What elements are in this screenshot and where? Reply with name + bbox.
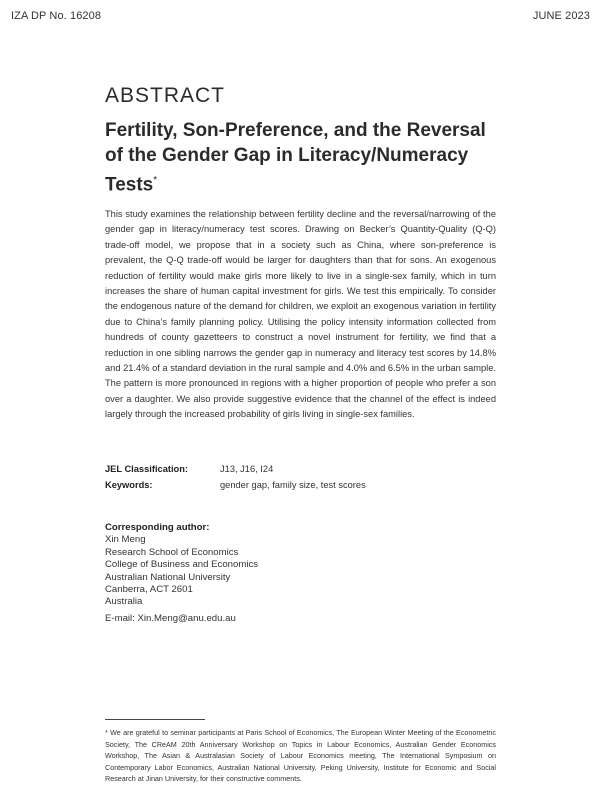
author-college: College of Business and Economics: [105, 559, 259, 571]
author-email[interactable]: E-mail: Xin.Meng@anu.edu.au: [105, 612, 236, 624]
jel-label: JEL Classification:: [105, 464, 189, 474]
title-footnote-mark: *: [153, 175, 158, 186]
abstract-body: This study examines the relationship between fertility decline and the reversal/narrowing of the gender gap in literacy/numeracy test scores. Drawing on Becker’s Quantity-Quality (Q-Q) trade-off model, we propose that in a society such as China, where son-preference is prevalent, the Q-Q trade-off would be larger for daughters than that for sons. An exogenous reduction of fertility would make girls more likely to live in a single-sex family, which in turn increases the share of human capital investment for girls. We test this empirically. To consider the endogenous nature of the demand for children, we exploit an exogenous variation in fertility due to China’s family planning policy. Utilising the policy intensity information collected from hundreds of county gazetteers to construct a novel instrument for fertility, we find that a reduction in one sibling narrows the gender gap in numeracy and literacy test scores by 14.8% and 21.4% of a standard deviation in the rural sample and 4.0% and 6.5% in the urban sample. The pattern is more pronounced in regions with a higher proportion of people who prefer a son over a daughter. We also provide suggestive evidence that the channel of the effect is indeed largely through the increased probability of girls living in single-sex families.: [105, 209, 496, 420]
author-university: Australian National University: [105, 571, 231, 583]
keywords-row: [105, 477, 366, 493]
section-heading: ABSTRACT: [105, 84, 226, 107]
jel-row: [105, 461, 366, 477]
jel-value: J13, J16, I24: [220, 464, 274, 474]
acknowledgement-footnote: * We are grateful to seminar participants at Paris School of Economics, The European Winter Meeting of the Econometric Society, The CReAM 20th Anniversary Workshop on Topics in Labour Economics, Australian Gender Economics Workshop, The Asian & Australasian Society of Labour Economics meeting, The International Symposium on Contemporary Labor Economics, Australian National University, Peking University, Institute for Economic and Social Research at Jinan University, for their constructive comments.: [105, 728, 496, 784]
classification-block: [105, 461, 366, 493]
keywords-label: Keywords:: [105, 480, 153, 490]
author-name: Xin Meng: [105, 534, 146, 546]
footnote-divider: [105, 719, 205, 720]
series-number: IZA DP No. 16208: [11, 10, 102, 22]
corresponding-author-block: [105, 522, 258, 625]
publication-date: JUNE 2023: [532, 10, 590, 22]
paper-title-text: Fertility, Son-Preference, and the Reversal of the Gender Gap in Literacy/Numeracy Tests: [105, 120, 486, 196]
keywords-value: gender gap, family size, test scores: [220, 480, 366, 490]
author-country: Australia: [105, 596, 143, 608]
paper-title: [105, 118, 505, 197]
corresponding-author-label: Corresponding author:: [105, 522, 210, 533]
author-school: Research School of Economics: [105, 546, 239, 558]
author-city: Canberra, ACT 2601: [105, 584, 193, 596]
